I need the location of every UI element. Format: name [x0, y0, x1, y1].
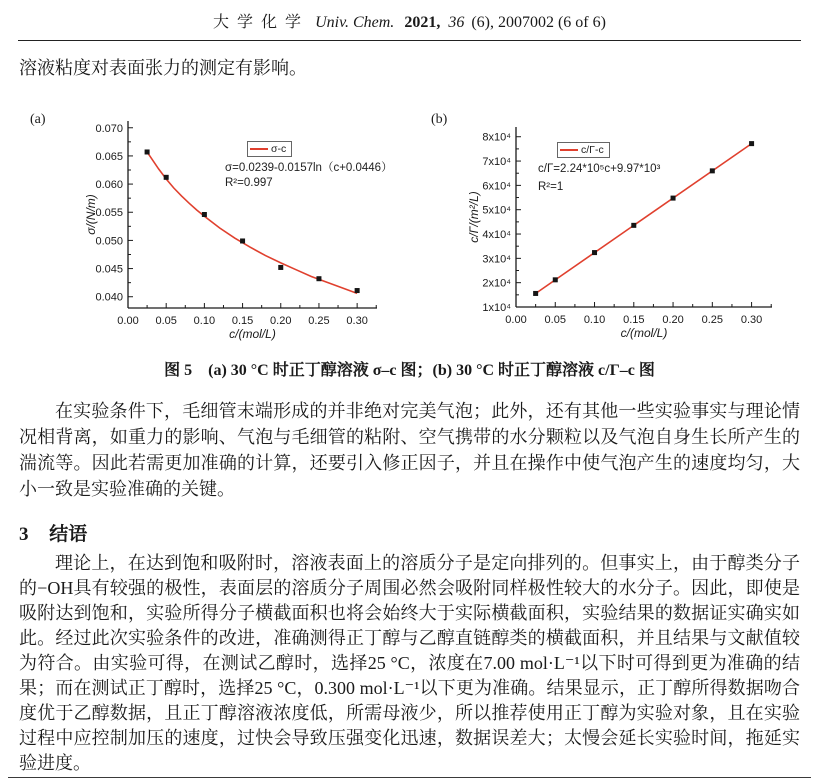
header-rule: [18, 40, 801, 41]
svg-text:σ/(N/m): σ/(N/m): [84, 194, 98, 235]
figure-caption: 图 5 (a) 30 °C 时正丁醇溶液 σ–c 图；(b) 30 °C 时正丁醇溶液 c/Γ–c 图: [164, 362, 655, 379]
body-paragraph-1: 在实验条件下，毛细管末端形成的并非绝对完美气泡；此外，还有其他一些实验事实与理论情况相背离，如重力的影响、气泡与毛细管的粘附、空气携带的水分颗粒以及气泡自身生长所产生的湍流等。因此若需更加准确的计算，还要引入修正因子，并且在操作中使气泡产生的速度均匀，大小一致是实验准确的关键。: [19, 401, 800, 499]
chart-panel-b: [420, 110, 815, 350]
svg-text:0.25: 0.25: [308, 315, 330, 327]
journal-name-cn: 大 学 化 学: [213, 14, 304, 31]
svg-text:0.10: 0.10: [583, 314, 606, 326]
svg-text:6x10⁴: 6x10⁴: [482, 180, 511, 193]
svg-text:0.15: 0.15: [231, 315, 254, 327]
footer-rule: [8, 777, 811, 778]
svg-text:0.05: 0.05: [544, 314, 566, 326]
svg-text:0.060: 0.060: [95, 179, 123, 192]
legend-line-swatch: [250, 148, 268, 150]
svg-text:1x10⁴: 1x10⁴: [482, 302, 511, 314]
svg-text:3x10⁴: 3x10⁴: [482, 253, 511, 266]
svg-text:c/(mol/L): c/(mol/L): [620, 326, 668, 340]
svg-text:7x10⁴: 7x10⁴: [482, 156, 511, 169]
svg-text:0.055: 0.055: [95, 207, 123, 220]
svg-text:0.15: 0.15: [623, 314, 645, 326]
svg-text:4x10⁴: 4x10⁴: [482, 229, 511, 242]
citation-year: 2021,: [404, 14, 441, 31]
legend-label: σ-c: [271, 143, 287, 155]
svg-text:0.065: 0.065: [95, 150, 123, 163]
svg-text:0.20: 0.20: [662, 314, 684, 326]
chart-b-r-squared: R²=1: [538, 181, 564, 193]
section-heading: [19, 519, 87, 546]
header-citation: [0, 9, 819, 32]
svg-text:c/(mol/L): c/(mol/L): [229, 327, 276, 341]
citation-issue: (6), 2007002 (6 of 6): [471, 14, 606, 31]
citation-volume: 36: [448, 14, 465, 31]
svg-text:2x10⁴: 2x10⁴: [482, 277, 511, 290]
svg-text:0.040: 0.040: [95, 291, 123, 304]
svg-text:0.00: 0.00: [117, 315, 139, 327]
chart-b-canvas: [420, 110, 815, 350]
intro-paragraph: 溶液粘度对表面张力的测定有影响。: [19, 58, 307, 78]
svg-text:5x10⁴: 5x10⁴: [482, 204, 511, 217]
svg-text:0.10: 0.10: [193, 315, 216, 327]
legend-line-swatch: [560, 149, 578, 151]
legend-label: c/Γ-c: [581, 144, 604, 156]
svg-text:0.045: 0.045: [95, 263, 123, 276]
svg-text:0.070: 0.070: [95, 122, 123, 135]
svg-text:0.30: 0.30: [740, 314, 763, 326]
svg-text:0.20: 0.20: [270, 315, 292, 327]
chart-a-canvas: [25, 110, 420, 350]
chart-b-equation: c/Γ=2.24*10⁵c+9.97*10³: [538, 163, 661, 175]
chart-a-r-squared: R²=0.997: [225, 177, 273, 189]
chart-a-equation: σ=0.0239-0.0157ln（c+0.0446）: [225, 162, 393, 174]
section-number: 3: [19, 524, 29, 545]
svg-text:0.25: 0.25: [701, 314, 724, 326]
section-title: 结语: [49, 524, 88, 545]
panel-label-a: (a): [30, 112, 46, 127]
chart-a-legend: [247, 141, 292, 157]
chart-panel-a: [25, 110, 420, 350]
svg-text:0.00: 0.00: [505, 314, 527, 326]
svg-text:c/Γ/(m²/L): c/Γ/(m²/L): [467, 191, 481, 243]
panel-label-b: (b): [431, 112, 448, 127]
svg-text:0.30: 0.30: [346, 315, 368, 327]
journal-name-en: Univ. Chem.: [315, 14, 395, 31]
svg-text:0.050: 0.050: [95, 235, 123, 248]
chart-b-legend: [557, 142, 610, 158]
body-paragraph-2: 理论上，在达到饱和吸附时，溶液表面上的溶质分子是定向排列的。但事实上，由于醇类分子的−OH具有较强的极性，表面层的溶质分子周围必然会吸附同样极性较大的水分子。因此，即使是吸附达到饱和，实验所得分子横截面积也将会始终大于实际横截面积，实验结果的数据证实确实如此。经过此次实验条件的改进，准确测得正丁醇与乙醇直链醇类的横截面积，并且结果与文献值较为符合。由实验可得，在测试乙醇时，选择25 °C，浓度在7.00 mol·L⁻¹以下时可得到更为准确的结果；而在测试正丁醇时，选择25 °C，0.300 mol·L⁻¹以下更为准确。结果显示，正丁醇所得数据吻合度优于乙醇数据，且正丁醇溶液浓度低，所需母液少，所以推荐使用正丁醇为实验对象，且在实验过程中应控制加压的速度，过快会导致压强变化迅速，数据误差大；太慢会延长实验时间，拖延实验进度。: [19, 553, 800, 773]
svg-text:8x10⁴: 8x10⁴: [482, 131, 511, 144]
svg-text:0.05: 0.05: [155, 315, 177, 327]
